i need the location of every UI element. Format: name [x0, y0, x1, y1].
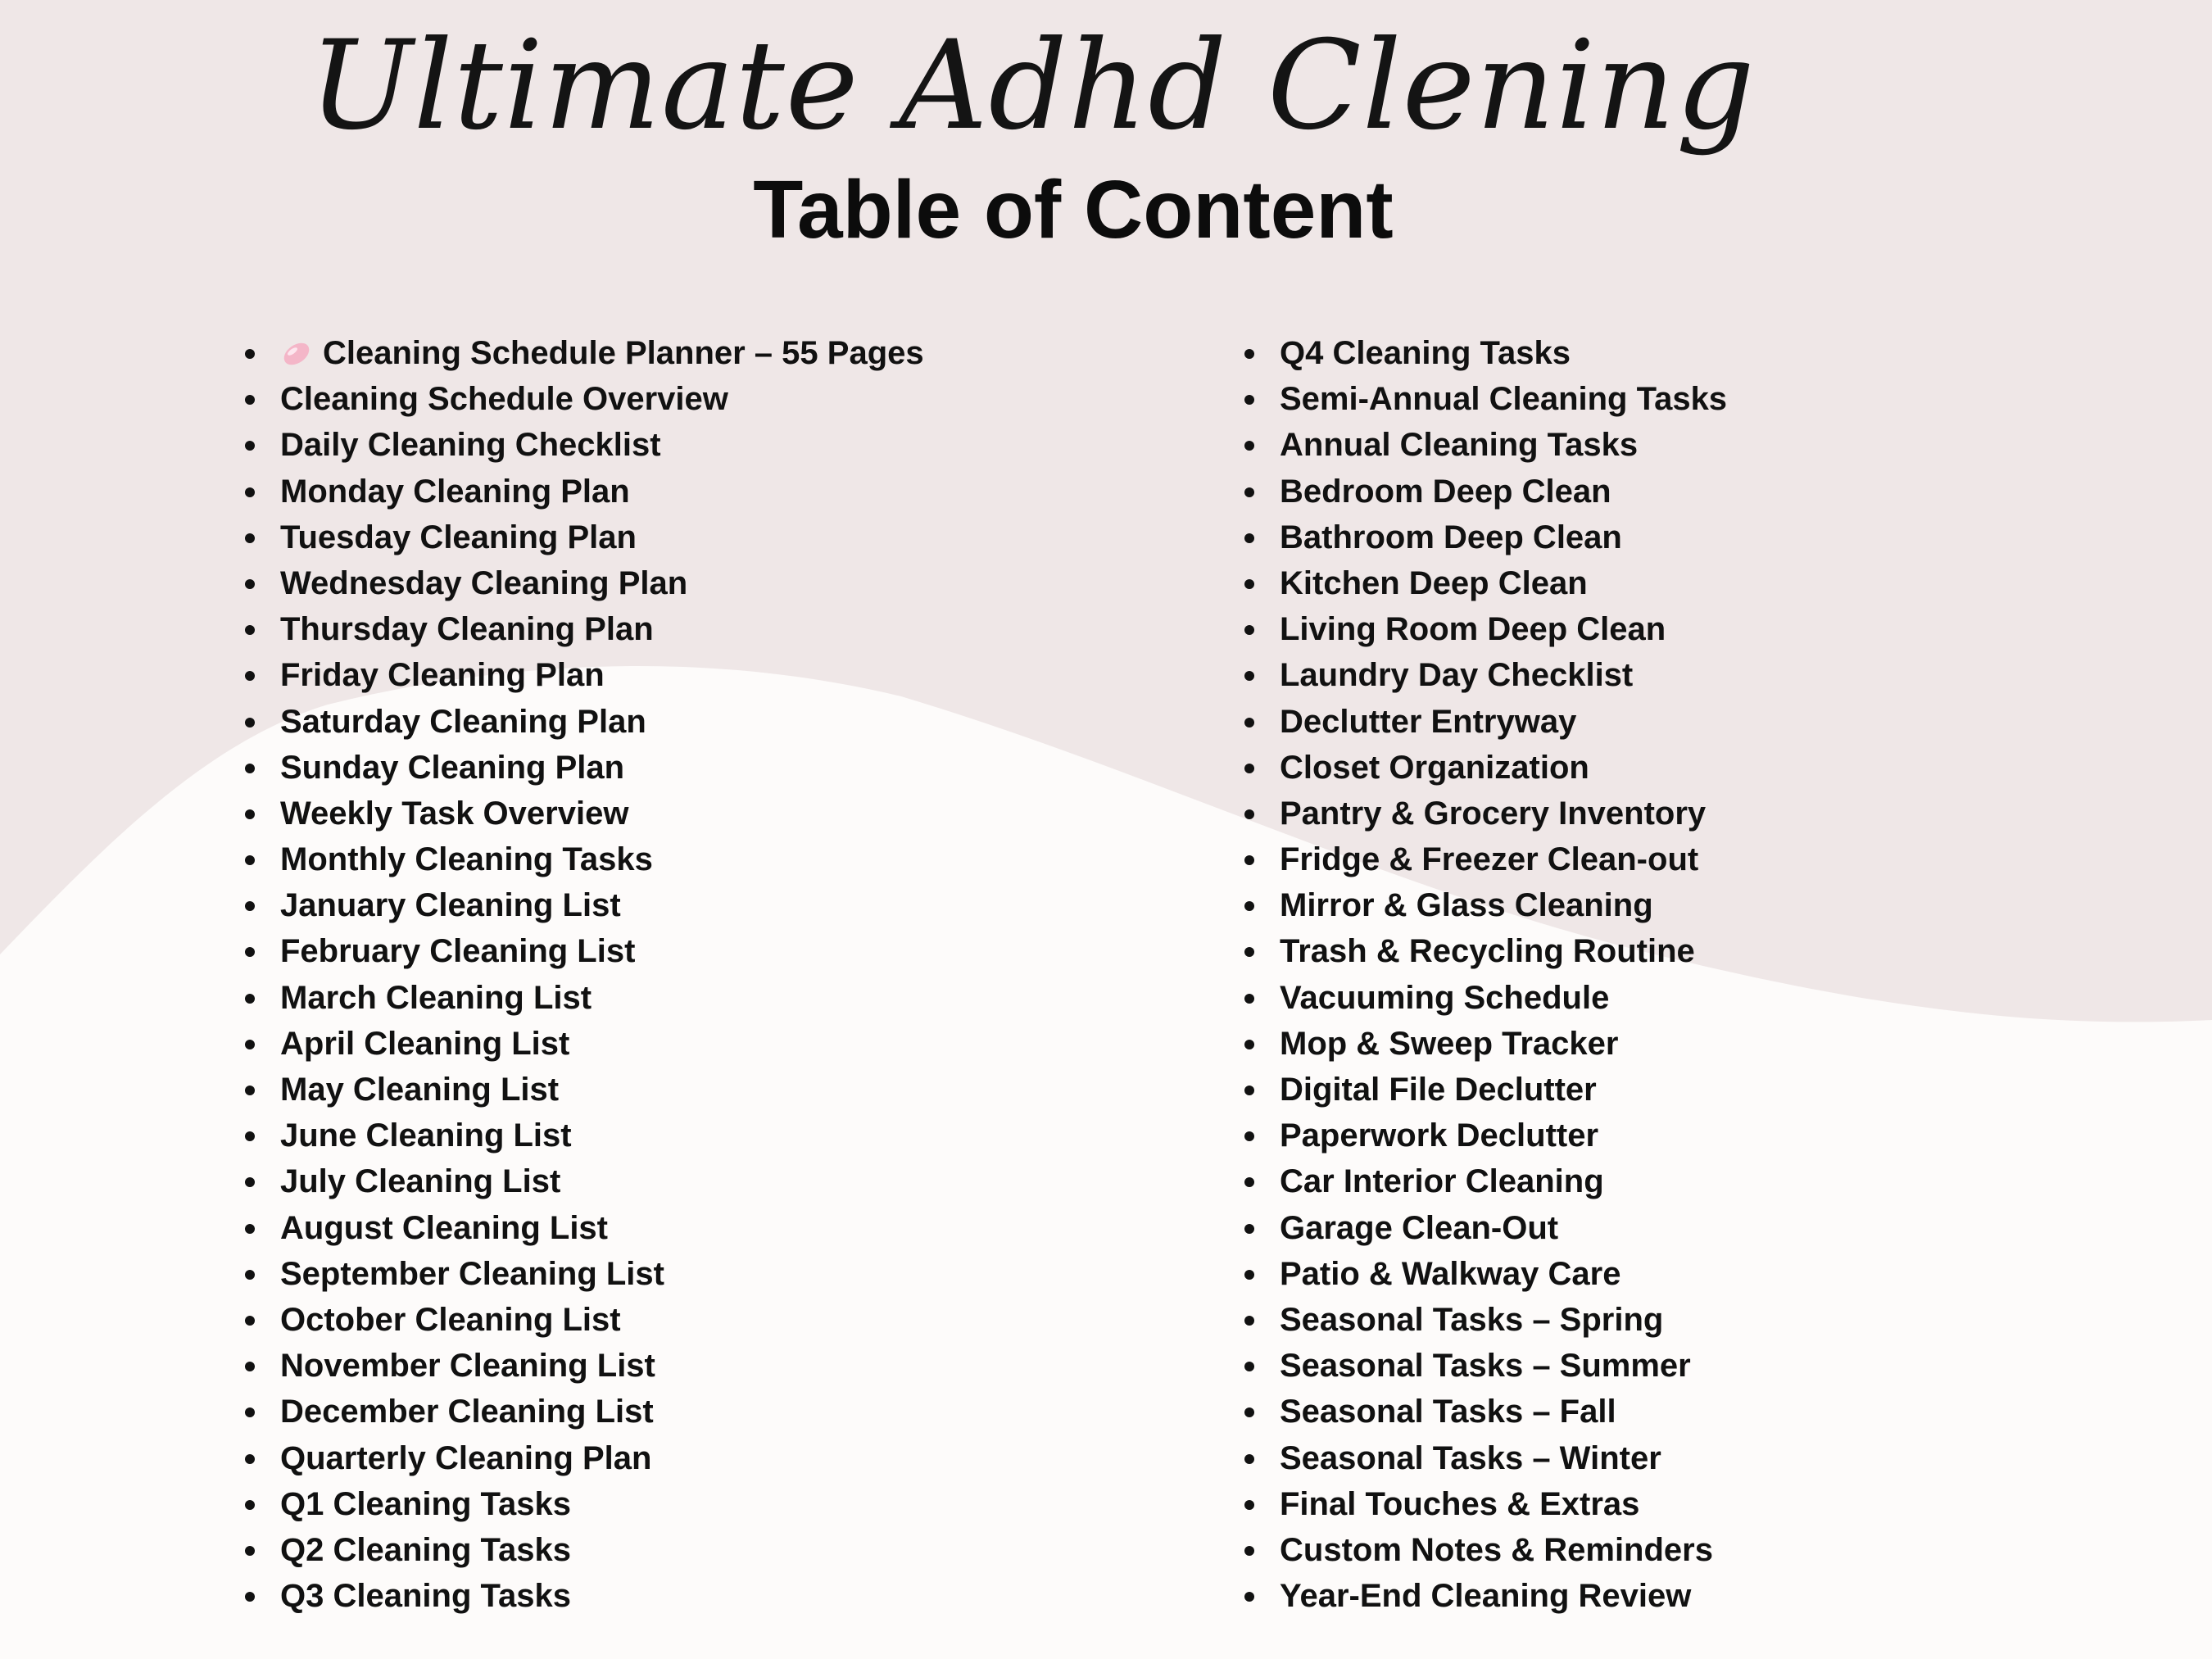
bullet-point	[1244, 764, 1254, 773]
toc-item-digital-file-declutter	[1237, 1067, 1727, 1113]
toc-item-label: Garage Clean-Out	[1280, 1209, 1559, 1246]
toc-item-label: Thursday Cleaning Plan	[280, 611, 654, 648]
bullet-point	[1244, 1270, 1254, 1280]
toc-item-label: Vacuuming Schedule	[1280, 979, 1610, 1016]
toc-item-living-room-deep-clean	[1237, 606, 1727, 652]
toc-item-label: December Cleaning List	[280, 1394, 654, 1430]
toc-item-patio-and-walkway-care	[1237, 1251, 1727, 1297]
bullet-point	[1244, 855, 1254, 865]
bullet-point	[1244, 1177, 1254, 1187]
toc-item-label: Car Interior Cleaning	[1280, 1163, 1604, 1200]
bullet-point	[1244, 1407, 1254, 1417]
toc-item-label: Bedroom Deep Clean	[1280, 473, 1611, 510]
bullet-point	[245, 625, 255, 635]
toc-item-label: Seasonal Tasks – Fall	[1280, 1394, 1616, 1430]
toc-item-label: March Cleaning List	[280, 979, 592, 1016]
toc-right-column	[1237, 330, 1727, 1619]
toc-item-label: Saturday Cleaning Plan	[280, 703, 646, 740]
toc-item-semi-annual-cleaning-tasks	[1237, 376, 1727, 422]
toc-item-label: Wednesday Cleaning Plan	[280, 564, 688, 601]
bullet-point	[245, 1407, 255, 1417]
bullet-point	[1244, 1224, 1254, 1234]
bullet-point	[245, 395, 255, 405]
bullet-point	[245, 1592, 255, 1602]
bullet-point	[245, 1546, 255, 1556]
bullet-point	[245, 947, 255, 957]
toc-item-trash-and-recycling-routine	[1237, 928, 1727, 974]
page-title: Table of Content	[753, 164, 1394, 256]
toc-item-label: Mop & Sweep Tracker	[1280, 1025, 1619, 1062]
toc-item-bathroom-deep-clean	[1237, 514, 1727, 560]
bullet-point	[1244, 1500, 1254, 1510]
toc-item-label: Paperwork Declutter	[1280, 1117, 1599, 1154]
toc-item-laundry-day-checklist	[1237, 652, 1727, 698]
toc-left-column	[238, 330, 924, 1619]
bullet-point	[1244, 395, 1254, 405]
toc-item-daily-cleaning-checklist	[238, 422, 924, 468]
toc-item-august-cleaning-list	[238, 1205, 924, 1251]
toc-item-label: Seasonal Tasks – Winter	[1280, 1439, 1661, 1476]
bullet-point	[245, 901, 255, 911]
toc-item-march-cleaning-list	[238, 975, 924, 1021]
bullet-point	[1244, 1362, 1254, 1371]
toc-item-label: Pantry & Grocery Inventory	[1280, 795, 1707, 832]
toc-item-label: Digital File Declutter	[1280, 1072, 1597, 1108]
bullet-point	[1244, 947, 1254, 957]
toc-item-thursday-cleaning-plan	[238, 606, 924, 652]
bullet-point	[245, 1270, 255, 1280]
toc-item-label: February Cleaning List	[280, 933, 636, 970]
toc-item-label: Patio & Walkway Care	[1280, 1255, 1621, 1292]
toc-item-label: Living Room Deep Clean	[1280, 611, 1666, 648]
toc-item-label: Annual Cleaning Tasks	[1280, 427, 1639, 464]
toc-item-fridge-and-freezer-clean-out	[1237, 836, 1727, 882]
toc-item-seasonal-tasks-fall	[1237, 1389, 1727, 1435]
bullet-point	[245, 1177, 255, 1187]
toc-item-label: September Cleaning List	[280, 1255, 664, 1292]
toc-item-kitchen-deep-clean	[1237, 560, 1727, 606]
soap-icon	[280, 336, 313, 369]
toc-item-seasonal-tasks-spring	[1237, 1297, 1727, 1343]
toc-item-monday-cleaning-plan	[238, 469, 924, 514]
toc-item-label: Weekly Task Overview	[280, 795, 629, 832]
toc-item-label: June Cleaning List	[280, 1117, 572, 1154]
toc-item-vacuuming-schedule	[1237, 975, 1727, 1021]
bullet-point	[1244, 1086, 1254, 1095]
toc-item-monthly-cleaning-tasks	[238, 836, 924, 882]
toc-item-october-cleaning-list	[238, 1297, 924, 1343]
toc-item-wednesday-cleaning-plan	[238, 560, 924, 606]
toc-item-paperwork-declutter	[1237, 1113, 1727, 1158]
toc-item-label: Q3 Cleaning Tasks	[280, 1578, 571, 1615]
toc-item-december-cleaning-list	[238, 1389, 924, 1435]
bullet-point	[1244, 349, 1254, 359]
bullet-point	[245, 764, 255, 773]
toc-item-q2-cleaning-tasks	[238, 1527, 924, 1573]
toc-item-april-cleaning-list	[238, 1021, 924, 1067]
toc-item-february-cleaning-list	[238, 928, 924, 974]
bullet-point	[1244, 718, 1254, 728]
bullet-point	[1244, 441, 1254, 451]
toc-item-weekly-task-overview	[238, 791, 924, 836]
toc-item-label: Daily Cleaning Checklist	[280, 427, 661, 464]
toc-item-q3-cleaning-tasks	[238, 1573, 924, 1619]
toc-item-garage-clean-out	[1237, 1205, 1727, 1251]
toc-item-mop-and-sweep-tracker	[1237, 1021, 1727, 1067]
toc-item-tuesday-cleaning-plan	[238, 514, 924, 560]
bullet-point	[245, 441, 255, 451]
bullet-point	[245, 349, 255, 359]
toc-item-label: Cleaning Schedule Planner – 55 Pages	[323, 335, 924, 371]
bullet-point	[1244, 579, 1254, 589]
toc-item-mirror-and-glass-cleaning	[1237, 882, 1727, 928]
toc-item-bedroom-deep-clean	[1237, 469, 1727, 514]
toc-item-label: Monthly Cleaning Tasks	[280, 841, 653, 878]
toc-item-june-cleaning-list	[238, 1113, 924, 1158]
bullet-point	[245, 994, 255, 1004]
toc-item-friday-cleaning-plan	[238, 652, 924, 698]
toc-item-label: Mirror & Glass Cleaning	[1280, 887, 1653, 924]
bullet-point	[245, 1131, 255, 1141]
bullet-point	[245, 809, 255, 819]
bullet-point	[1244, 1040, 1254, 1049]
toc-item-label: Closet Organization	[1280, 749, 1589, 786]
toc-item-label: Quarterly Cleaning Plan	[280, 1439, 652, 1476]
toc-item-year-end-cleaning-review	[1237, 1573, 1727, 1619]
toc-item-label: July Cleaning List	[280, 1163, 561, 1200]
toc-item-label: Friday Cleaning Plan	[280, 657, 605, 694]
bullet-point	[1244, 901, 1254, 911]
bullet-point	[1244, 625, 1254, 635]
toc-item-cleaning-schedule-overview	[238, 376, 924, 422]
toc-item-label: Year-End Cleaning Review	[1280, 1578, 1692, 1615]
bullet-point	[245, 1224, 255, 1234]
bullet-point	[245, 533, 255, 543]
toc-item-label: Fridge & Freezer Clean-out	[1280, 841, 1699, 878]
bullet-point	[245, 718, 255, 728]
toc-item-annual-cleaning-tasks	[1237, 422, 1727, 468]
bullet-point	[245, 1316, 255, 1326]
bullet-point	[245, 1040, 255, 1049]
toc-item-custom-notes-and-reminders	[1237, 1527, 1727, 1573]
toc-item-label: Final Touches & Extras	[1280, 1485, 1640, 1522]
toc-item-label: January Cleaning List	[280, 887, 621, 924]
bullet-point	[1244, 671, 1254, 681]
toc-item-may-cleaning-list	[238, 1067, 924, 1113]
bullet-point	[245, 1086, 255, 1095]
toc-item-label: Trash & Recycling Routine	[1280, 933, 1695, 970]
toc-item-label: November Cleaning List	[280, 1348, 655, 1385]
bullet-point	[1244, 1546, 1254, 1556]
toc-item-label: Q4 Cleaning Tasks	[1280, 335, 1571, 371]
bullet-point	[1244, 1131, 1254, 1141]
toc-item-label: Custom Notes & Reminders	[1280, 1531, 1713, 1568]
toc-item-label: Tuesday Cleaning Plan	[280, 519, 637, 555]
toc-item-label: Monday Cleaning Plan	[280, 473, 630, 510]
toc-item-label: Sunday Cleaning Plan	[280, 749, 625, 786]
bullet-point	[245, 855, 255, 865]
bullet-point	[1244, 1454, 1254, 1464]
bullet-point	[245, 1500, 255, 1510]
toc-item-sunday-cleaning-plan	[238, 745, 924, 791]
toc-item-label: Cleaning Schedule Overview	[280, 381, 728, 418]
toc-item-label: Kitchen Deep Clean	[1280, 564, 1588, 601]
bullet-point	[245, 1454, 255, 1464]
bullet-point	[245, 671, 255, 681]
toc-item-label: Bathroom Deep Clean	[1280, 519, 1622, 555]
toc-item-q4-cleaning-tasks	[1237, 330, 1727, 376]
toc-item-seasonal-tasks-summer	[1237, 1343, 1727, 1389]
toc-item-label: Declutter Entryway	[1280, 703, 1577, 740]
toc-item-label: April Cleaning List	[280, 1025, 570, 1062]
script-title: Ultimate Adhd Clening	[309, 15, 1756, 157]
toc-item-q1-cleaning-tasks	[238, 1481, 924, 1527]
bullet-point	[1244, 487, 1254, 497]
toc-item-september-cleaning-list	[238, 1251, 924, 1297]
toc-item-quarterly-cleaning-plan	[238, 1435, 924, 1481]
toc-item-label: August Cleaning List	[280, 1209, 608, 1246]
bullet-point	[1244, 809, 1254, 819]
bullet-point	[245, 1362, 255, 1371]
toc-item-saturday-cleaning-plan	[238, 699, 924, 745]
toc-item-final-touches-and-extras	[1237, 1481, 1727, 1527]
toc-item-july-cleaning-list	[238, 1158, 924, 1204]
toc-item-label: Semi-Annual Cleaning Tasks	[1280, 381, 1728, 418]
toc-item-label: Q1 Cleaning Tasks	[280, 1485, 571, 1522]
toc-item-declutter-entryway	[1237, 699, 1727, 745]
bullet-point	[1244, 1316, 1254, 1326]
toc-item-label: Q2 Cleaning Tasks	[280, 1531, 571, 1568]
toc-item-seasonal-tasks-winter	[1237, 1435, 1727, 1481]
bullet-point	[245, 579, 255, 589]
bullet-point	[1244, 533, 1254, 543]
toc-item-november-cleaning-list	[238, 1343, 924, 1389]
toc-item-car-interior-cleaning	[1237, 1158, 1727, 1204]
toc-item-closet-organization	[1237, 745, 1727, 791]
toc-item-label: Seasonal Tasks – Summer	[1280, 1348, 1691, 1385]
bullet-point	[245, 487, 255, 497]
toc-item-pantry-and-grocery-inventory	[1237, 791, 1727, 836]
toc-item-label: October Cleaning List	[280, 1301, 621, 1338]
toc-item-label: May Cleaning List	[280, 1072, 560, 1108]
toc-item-label: Seasonal Tasks – Spring	[1280, 1301, 1664, 1338]
bullet-point	[1244, 1592, 1254, 1602]
toc-item-cleaning-schedule-planner-55-pages	[238, 330, 924, 376]
bullet-point	[1244, 994, 1254, 1004]
toc-item-label: Laundry Day Checklist	[1280, 657, 1634, 694]
toc-item-january-cleaning-list	[238, 882, 924, 928]
